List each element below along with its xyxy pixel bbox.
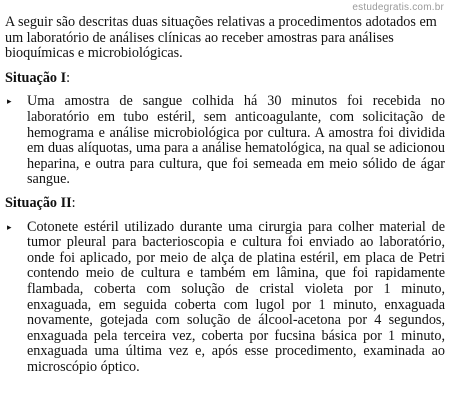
bullet-icon: ▸ [7, 221, 12, 232]
situation-1-title-colon: : [66, 69, 71, 86]
situation-1-text: Uma amostra de sangue colhida há 30 minutos foi recebida no laboratório em tubo estéril, sem anticoagulante, com solicitação de hemograma e análise microbiológica por cultura. A amostra foi dividida em duas alíquotas, uma para a análise hematológica, na qual se adicionou heparina, e outra para cultura, que foi semeada em meio sólido de ágar sangue. [27, 93, 445, 188]
situation-2-title [5, 196, 445, 212]
situation-2-item [5, 220, 445, 376]
situation-1-item [5, 94, 445, 188]
situation-1 [5, 71, 445, 188]
question-text [5, 15, 445, 383]
situation-1-title-label: Situação I [5, 69, 67, 86]
bullet-icon: ▸ [7, 96, 12, 107]
situation-2-title-label: Situação II [5, 194, 72, 211]
situation-2-title-colon: : [71, 194, 76, 211]
intro-paragraph: A seguir são descritas duas situações relativas a procedimentos adotados em um laboratório de análises clínicas ao receber amostras para análises bioquímicas e microbiológicas. [5, 14, 437, 62]
situation-2 [5, 196, 445, 376]
situation-2-text: Cotonete estéril utilizado durante uma cirurgia para colher material de tumor pleural para bacterioscopia e cultura foi enviado ao laboratório, onde foi aplicado, por meio de alça de platina estéril, em placa de Petri contendo meio de cultura e também em lâmina, que foi rapidamente flambada, coberta com solução de cristal violeta por 1 minuto, enxaguada, em seguida coberta com lugol por 1 minuto, enxaguada novamente, gotejada com solução de álcool-acetona por 4 segundos, enxaguada pela terceira vez, coberta por fucsina básica por 1 minuto, enxaguada uma última vez e, após esse procedimento, examinada ao microscópio óptico. [27, 218, 445, 375]
situation-1-title [5, 71, 445, 87]
site-watermark: estudegratis.com.br [352, 2, 444, 13]
